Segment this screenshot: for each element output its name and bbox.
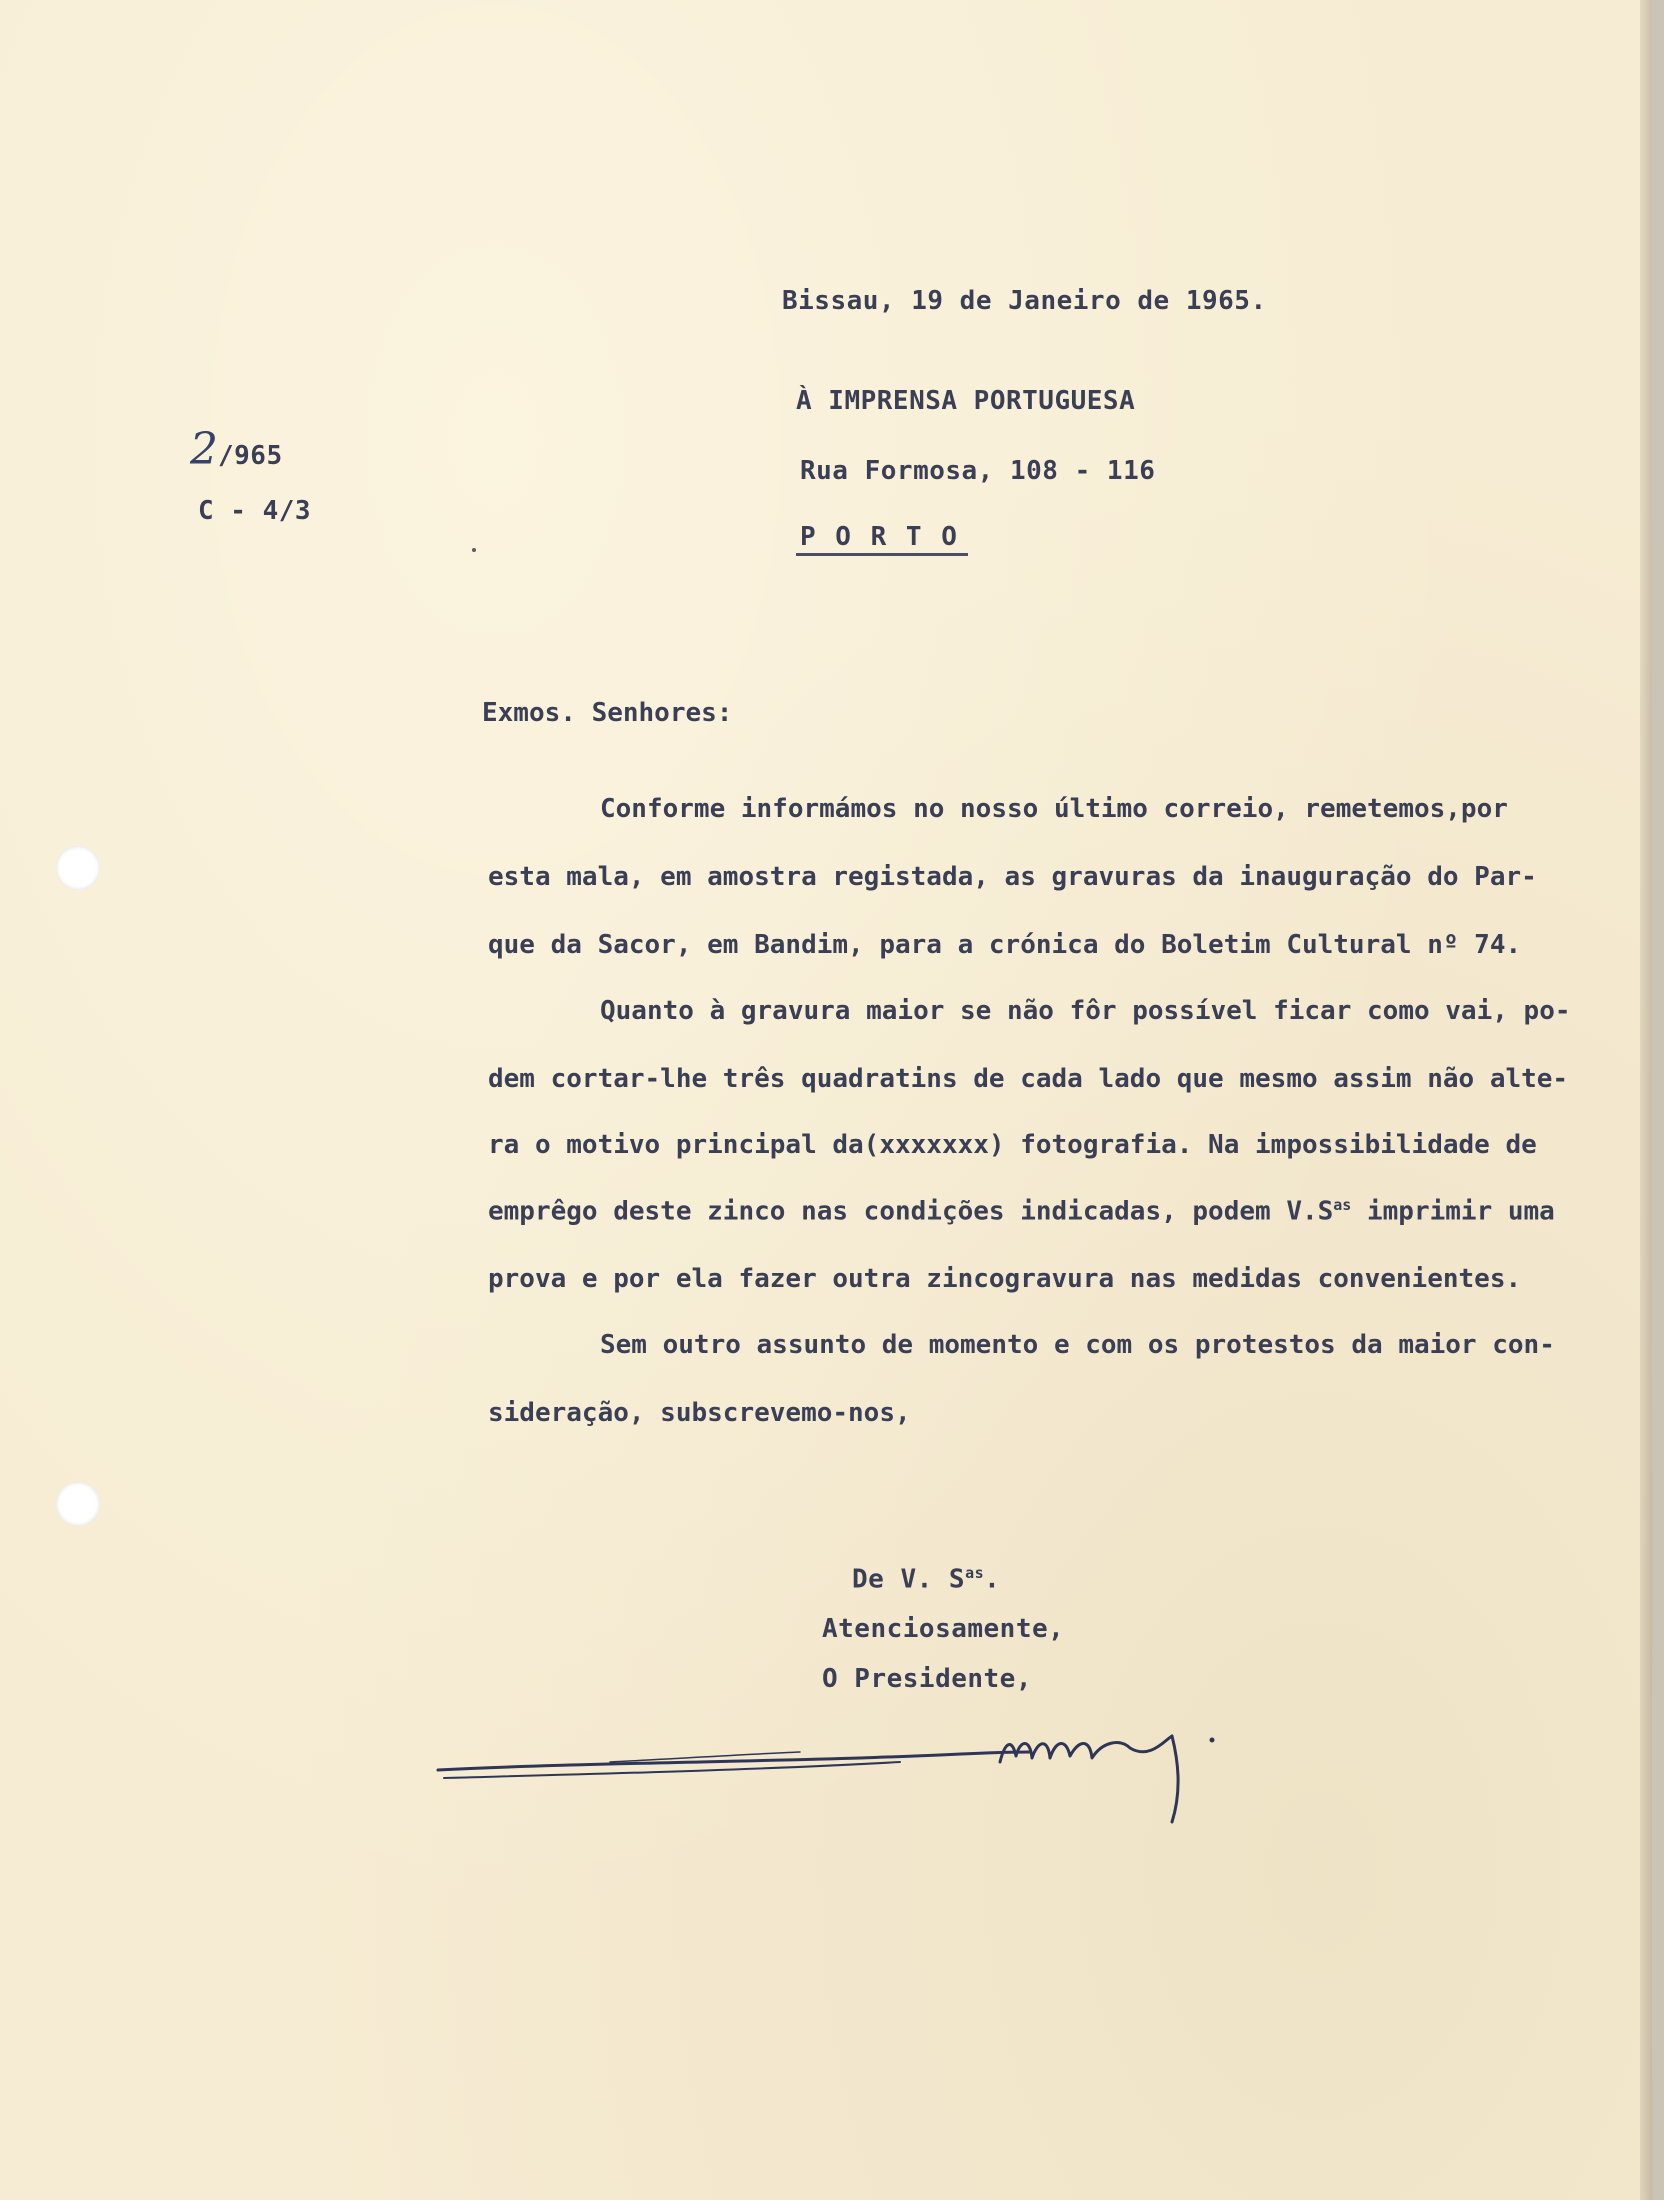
body-p2-line2: dem cortar-lhe três quadratins de cada lado que mesmo assim não alte- [488, 1064, 1569, 1094]
reference-number [190, 424, 283, 475]
body-p3-line1: Sem outro assunto de momento e com os protestos da maior con- [600, 1330, 1555, 1360]
reference-handwritten-number: 2 [190, 424, 218, 475]
closing-line1 [852, 1564, 1000, 1595]
punch-hole-bottom [56, 1482, 100, 1526]
body-p2-line4-sup: as [1333, 1196, 1352, 1214]
body-p2-line1: Quanto à gravura maior se não fôr possível ficar como vai, po- [600, 996, 1571, 1026]
salutation: Exmos. Senhores: [482, 698, 733, 728]
body-p3-line2: sideração, subscrevemo-nos, [488, 1398, 911, 1428]
body-p2-line4-text: emprêgo deste zinco nas condições indicadas, podem V.S [488, 1196, 1334, 1227]
closing-line3: O Presidente, [822, 1664, 1032, 1694]
closing-line1-suffix: . [984, 1564, 1001, 1595]
recipient-street: Rua Formosa, 108 - 116 [800, 456, 1156, 486]
closing-line1-sup: as [965, 1564, 985, 1582]
body-p1-line2: esta mala, em amostra registada, as gravuras da inauguração do Par- [488, 862, 1537, 892]
reference-code: C - 4/3 [198, 496, 312, 526]
reference-year: /965 [218, 441, 283, 471]
place-date: Bissau, 19 de Janeiro de 1965. [782, 286, 1267, 316]
body-p1-line3: que da Sacor, em Bandim, para a crónica do Boletim Cultural nº 74. [488, 930, 1522, 960]
body-p1-line1: Conforme informámos no nosso último correio, remetemos,por [600, 794, 1508, 824]
closing-line1-prefix: De V. S [852, 1564, 966, 1595]
body-p2-line5: prova e por ela fazer outra zincogravura nas medidas convenientes. [488, 1264, 1522, 1294]
stray-mark [472, 548, 476, 552]
recipient-city: P O R T O [800, 522, 959, 552]
page-edge-shadow [1640, 0, 1652, 2200]
body-p2-line4-rest: imprimir uma [1351, 1196, 1555, 1227]
recipient-name: À IMPRENSA PORTUGUESA [796, 386, 1136, 416]
body-p2-line3: ra o motivo principal da(xxxxxxx) fotografia. Na impossibilidade de [488, 1130, 1537, 1160]
punch-hole-top [56, 846, 100, 890]
recipient-city-underline [796, 553, 968, 556]
body-p2-line4 [488, 1196, 1555, 1227]
closing-line2: Atenciosamente, [822, 1614, 1065, 1644]
president-signature [430, 1700, 1330, 1840]
